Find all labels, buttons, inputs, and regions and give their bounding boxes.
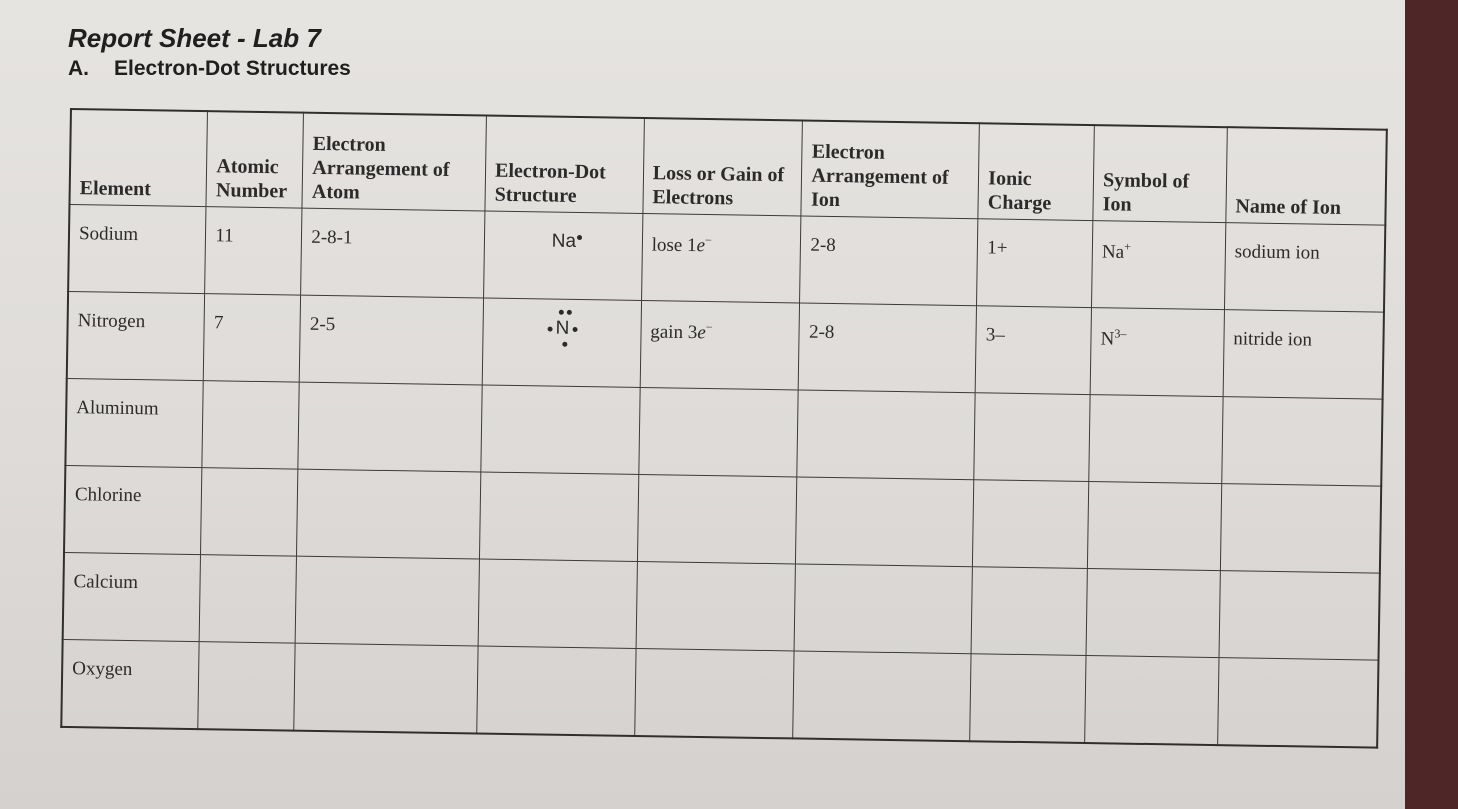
cell-element: Aluminum [65, 378, 203, 467]
cell-loss-gain [641, 214, 801, 303]
col-header-arrangement-ion: Electron Arrangement of Ion [801, 121, 979, 219]
valence-dot [559, 310, 564, 315]
electron-symbol: e [696, 235, 706, 257]
ion-charge: + [1124, 239, 1132, 254]
blank-cell[interactable] [1087, 482, 1221, 571]
blank-cell[interactable] [634, 648, 794, 738]
blank-cell[interactable] [973, 480, 1089, 569]
blank-cell[interactable] [478, 559, 637, 648]
cell-arrangement-ion: 2-8 [800, 216, 978, 306]
cell-element: Sodium [68, 205, 206, 294]
blank-cell[interactable] [974, 393, 1090, 482]
blank-cell[interactable] [298, 382, 482, 472]
section-title: Electron-Dot Structures [114, 57, 351, 80]
report-title: Report Sheet - Lab 7 [68, 23, 321, 53]
blank-cell[interactable] [639, 387, 799, 476]
electron-charge: − [704, 232, 712, 248]
cell-dot-structure [482, 298, 641, 387]
valence-dot [548, 327, 553, 332]
cell-arrangement-atom: 2-5 [300, 295, 484, 385]
valence-dot [562, 342, 567, 347]
col-header-arrangement-atom: Electron Arrangement of Atom [302, 113, 486, 211]
blank-cell[interactable] [481, 385, 640, 474]
dot-symbol: Na [551, 230, 577, 252]
cell-ionic-charge: 3– [975, 306, 1091, 395]
cell-name-ion: sodium ion [1224, 223, 1385, 312]
cell-arrangement-ion: 2-8 [799, 303, 977, 393]
blank-cell[interactable] [796, 477, 974, 567]
blank-cell[interactable] [1086, 569, 1220, 658]
blank-cell[interactable] [971, 567, 1087, 656]
blank-cell[interactable] [797, 390, 975, 480]
sheet-header [68, 22, 351, 82]
blank-cell[interactable] [1222, 397, 1383, 486]
col-header-element: Element [69, 109, 207, 207]
col-header-symbol-ion: Symbol of Ion [1093, 125, 1227, 223]
electron-symbol: e [697, 322, 706, 344]
section-letter: A. [68, 57, 89, 80]
cell-arrangement-atom: 2-8-1 [301, 208, 485, 298]
cell-atomic-number: 7 [204, 294, 301, 382]
cell-element: Oxygen [61, 639, 199, 729]
valence-dot [567, 310, 572, 315]
blank-cell[interactable] [199, 555, 296, 643]
section-heading [68, 56, 351, 82]
col-header-name-ion: Name of Ion [1226, 127, 1387, 225]
blank-cell[interactable] [795, 564, 973, 654]
cell-atomic-number: 11 [205, 207, 302, 295]
blank-cell[interactable] [201, 468, 298, 556]
col-header-ionic-charge: Ionic Charge [978, 123, 1094, 220]
col-header-loss-gain: Loss or Gain of Electrons [643, 118, 803, 216]
blank-cell[interactable] [1089, 395, 1223, 484]
ion-symbol: Na [1101, 241, 1125, 263]
blank-cell[interactable] [1085, 656, 1219, 746]
nitrogen-dot-diagram [547, 318, 577, 340]
cell-dot-structure [484, 211, 643, 300]
blank-cell[interactable] [295, 556, 479, 646]
col-header-atomic-number: Atomic Number [206, 111, 303, 208]
blank-cell[interactable] [636, 561, 796, 650]
ion-symbol: N [1100, 328, 1115, 350]
blank-cell[interactable] [793, 651, 971, 741]
loss-gain-text: lose 1 [651, 234, 697, 257]
dot-symbol: N [555, 317, 570, 339]
report-table-wrapper [60, 108, 1388, 749]
blank-cell[interactable] [480, 472, 639, 561]
blank-cell[interactable] [477, 646, 636, 736]
cell-loss-gain [640, 300, 800, 389]
valence-dot [572, 327, 577, 332]
blank-cell[interactable] [1219, 571, 1380, 660]
cell-element: Chlorine [64, 465, 202, 554]
blank-cell[interactable] [294, 643, 478, 733]
cell-element: Nitrogen [67, 291, 205, 380]
ion-charge: 3– [1114, 326, 1127, 341]
cell-name-ion: nitride ion [1223, 310, 1384, 399]
electron-charge: − [705, 320, 713, 335]
blank-cell[interactable] [1220, 484, 1381, 573]
electron-dot-table [60, 108, 1388, 749]
cell-element: Calcium [63, 552, 201, 641]
loss-gain-text: gain 3 [650, 321, 698, 344]
sodium-dot-diagram [544, 230, 585, 253]
background-edge [1405, 0, 1458, 809]
blank-cell[interactable] [297, 469, 481, 559]
blank-cell[interactable] [637, 474, 797, 563]
cell-ionic-charge: 1+ [977, 219, 1093, 308]
blank-cell[interactable] [198, 642, 295, 731]
col-header-dot-structure: Electron-Dot Structure [485, 116, 644, 214]
blank-cell[interactable] [970, 654, 1086, 743]
cell-symbol-ion [1090, 308, 1224, 397]
blank-cell[interactable] [1217, 658, 1378, 748]
cell-symbol-ion [1092, 221, 1226, 310]
valence-dot [577, 235, 582, 240]
blank-cell[interactable] [202, 381, 299, 469]
